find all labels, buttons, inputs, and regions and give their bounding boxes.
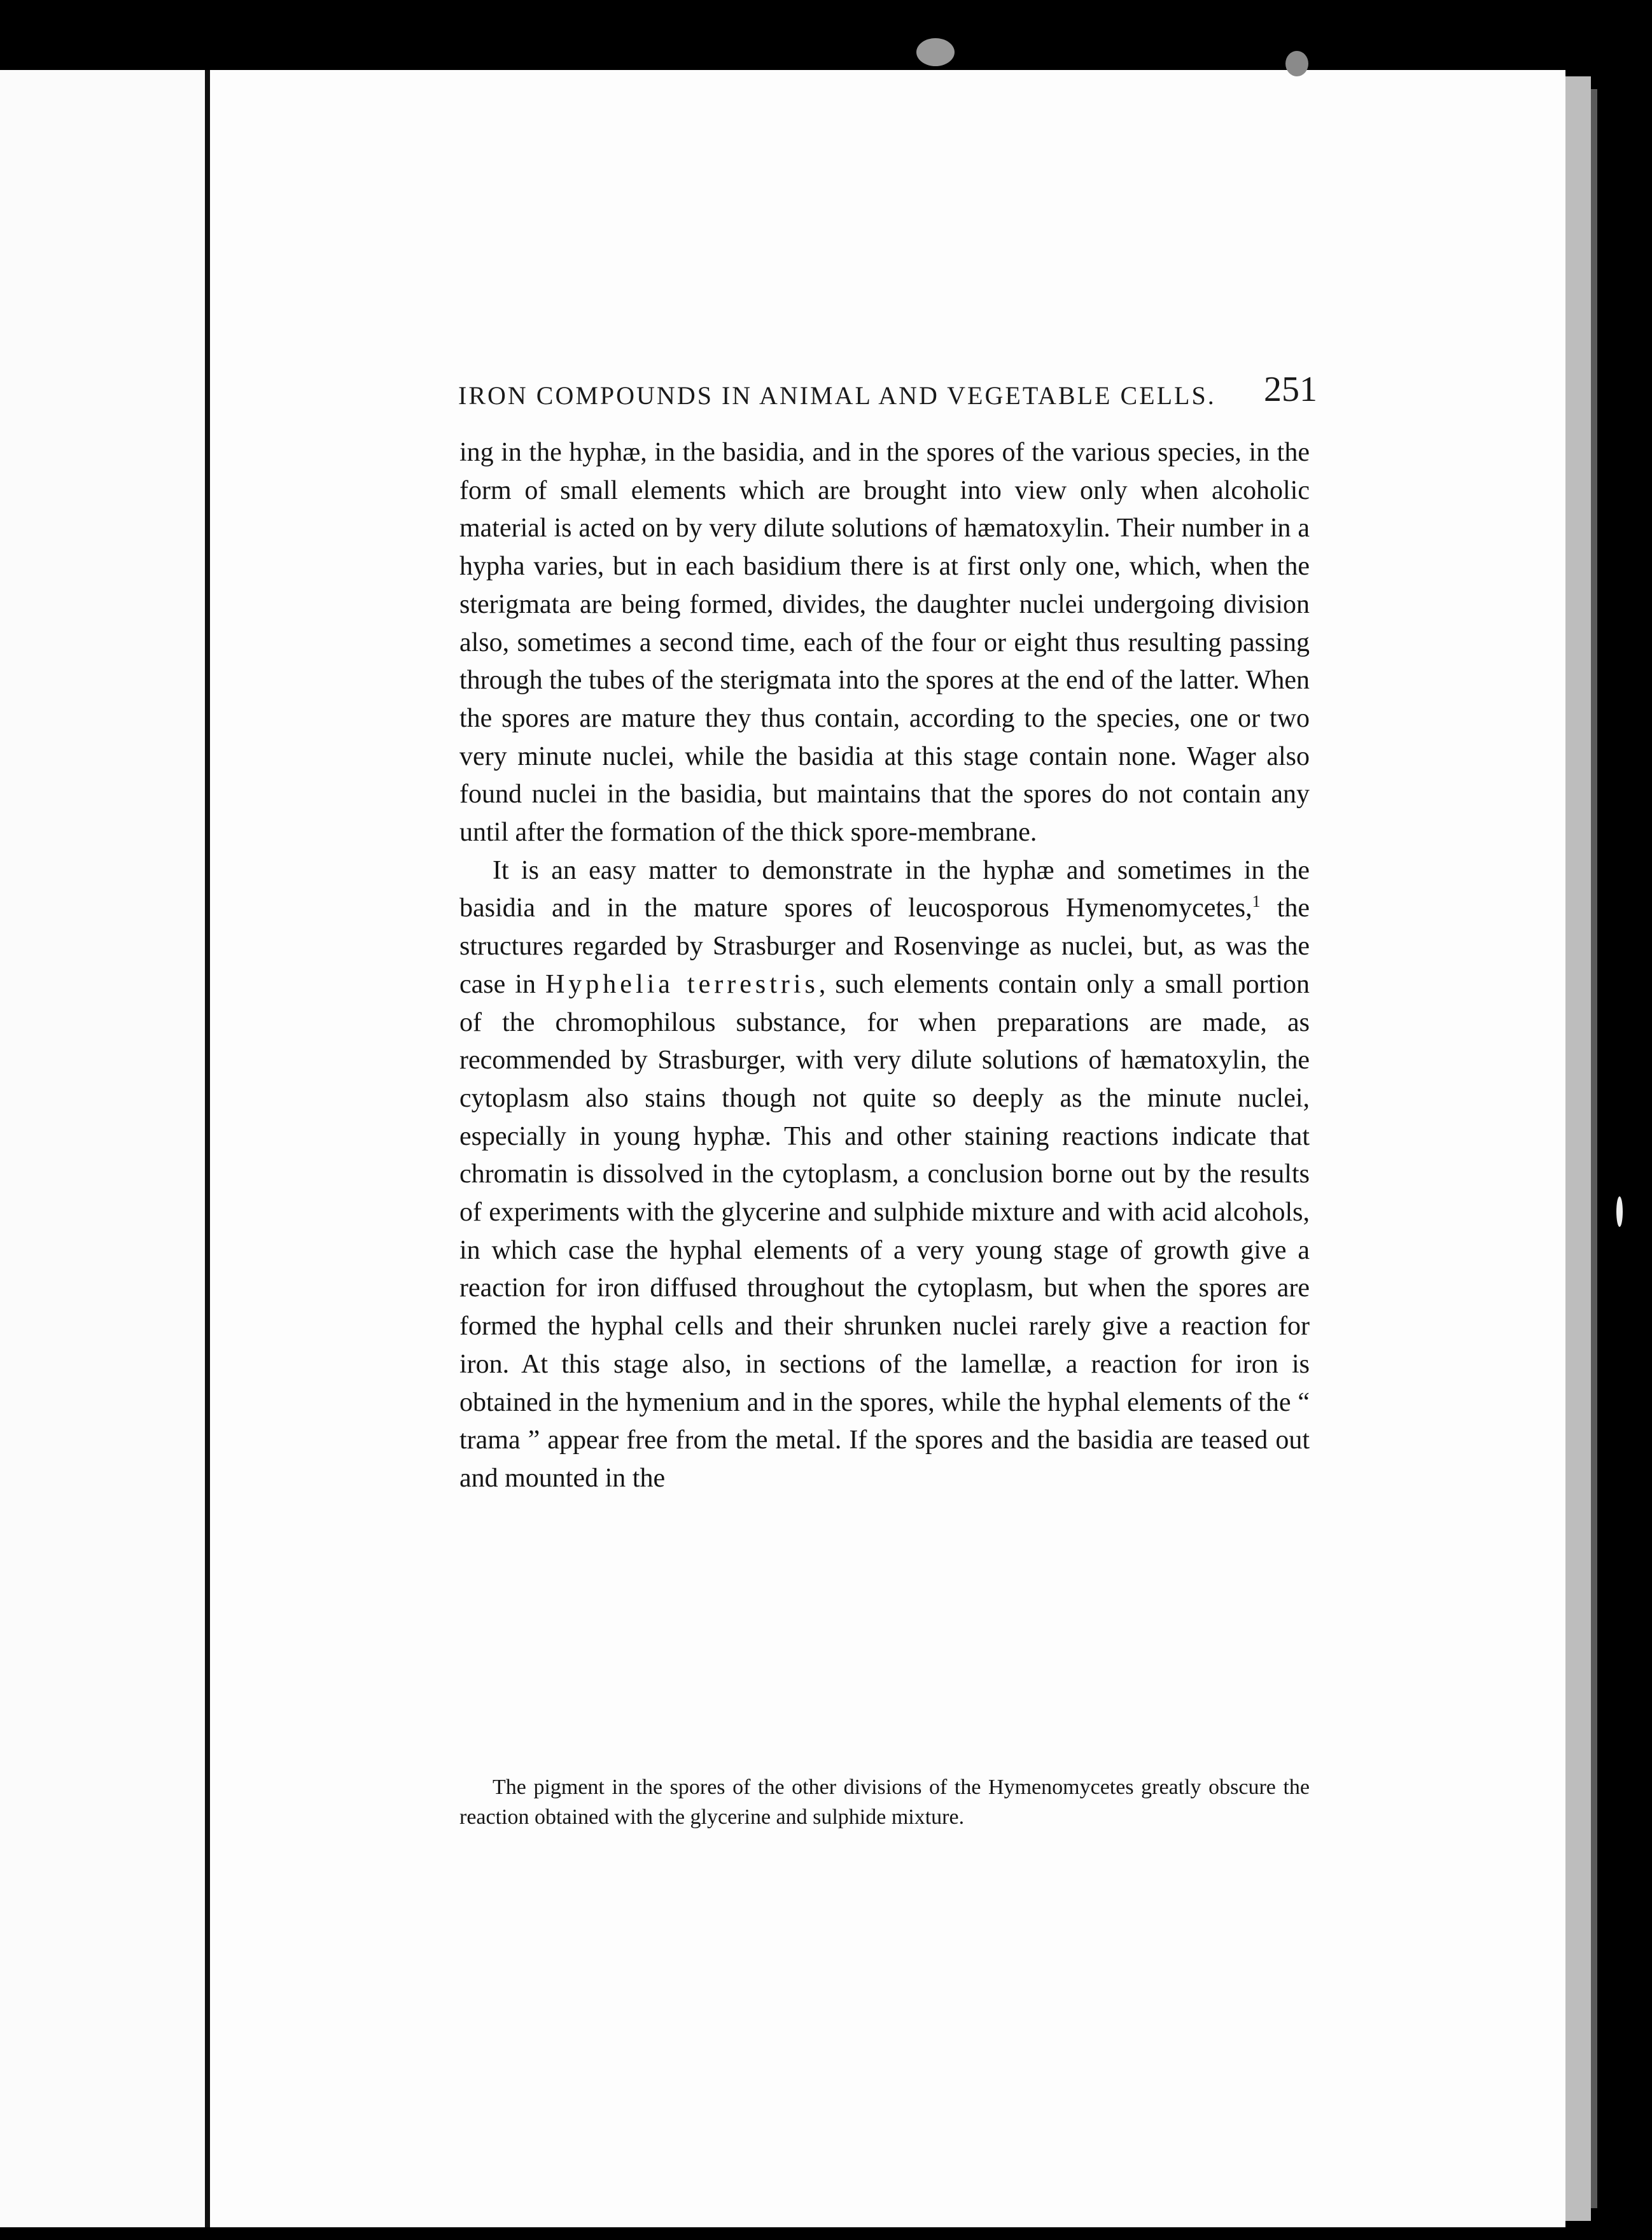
paragraph-text: the structures regarded by Strasburger and Rosenvinge as nuclei, but, as was the case in xyxy=(459,893,1310,999)
footnote-marker: 1 xyxy=(1252,892,1261,911)
book-spine xyxy=(205,70,210,2227)
species-name: Hyphelia terrestris xyxy=(545,969,819,999)
body-text xyxy=(459,434,1310,1498)
page-header xyxy=(458,369,1317,420)
scan-dust xyxy=(1616,1196,1623,1227)
paragraph-text: , such elements contain only a small portion of the chromophilous substance, for when preparations are made, as recommended by Strasburger, with very dilute solutions of hæmatoxylin, the cytoplasm also stains though not quite so deeply as the minute nuclei, especially in young hyphæ. This and other staining reactions indicate that chromatin is dissolved in the cytoplasm, a conclusion borne out by the results of experiments with the glycerine and sulphide mixture and with acid alcohols, in which case the hyphal elements of a very young stage of growth give a reaction for iron diffused throughout the cytoplasm, but when the spores are formed the hyphal cells and their shrunken nuclei rarely give a reaction for iron. At this stage also, in sections of the lamellæ, a reaction for iron is obtained in the hymenium and in the spores, while the hyphal elements of the “ trama ” appear free from the metal. If the spores and the basidia are teased out and mounted in the xyxy=(459,969,1310,1493)
page-number: 251 xyxy=(1264,370,1317,409)
left-page-edge xyxy=(0,70,205,2227)
footnote: The pigment in the spores of the other divisions of the Hymenomycetes greatly obscure the reaction obtained with the glycerine and sulphide mixture. xyxy=(459,1775,1310,1829)
running-head: IRON COMPOUNDS IN ANIMAL AND VEGETABLE CELLS. xyxy=(458,381,1216,410)
page-stack-edge xyxy=(1565,76,1591,2221)
paragraph-text: It is an easy matter to demonstrate in the hyphæ and sometimes in the basidia and in the mature spores of leucosporous Hymenomycetes, xyxy=(459,855,1310,923)
scan-dust xyxy=(1285,51,1308,76)
page-stack-shadow xyxy=(1591,89,1597,2208)
paragraph xyxy=(459,852,1310,1498)
scan-dust xyxy=(916,38,955,66)
paragraph: ing in the hyphæ, in the basidia, and in the spores of the various species, in the form of small elements which are brought into view only when alcoholic material is acted on by very dilute solutions of hæmatoxylin. Their number in a hypha varies, but in each basidium there is at first only one, which, when the sterigmata are being formed, divides, the daughter nuclei undergoing division also, sometimes a second time, each of the four or eight thus resulting passing through the tubes of the sterigmata into the spores at the end of the latter. When the spores are mature they thus contain, according to the species, one or two very minute nuclei, while the basidia at this stage contain none. Wager also found nuclei in the basidia, but maintains that the spores do not contain any until after the formation of the thick spore-membrane. xyxy=(459,438,1310,848)
